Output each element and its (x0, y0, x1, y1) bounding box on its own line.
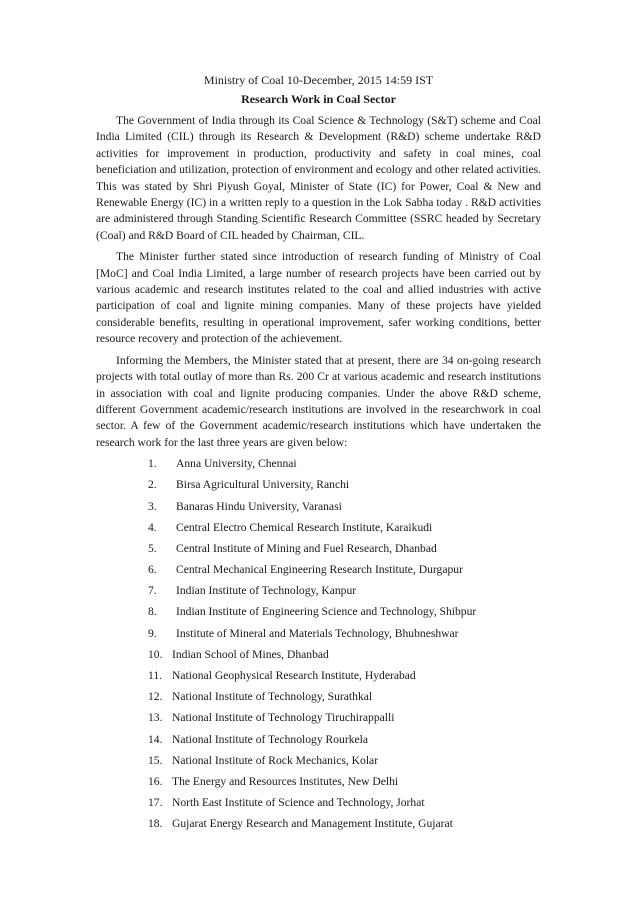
paragraph-2: The Minister further stated since introduction of research funding of Ministry of Coal [MoC] and Coal India Limited, a large number of research projects have been carried out by various academic and research institutes related to the coal and allied industries with active participation of coal and lignite mining companies. Many of these projects have yielded considerable benefits, resulting in operational improvement, safer working conditions, better resource recovery and protection of the achievement. (96, 250, 541, 346)
list-item-name: North East Institute of Science and Technology, Jorhat (172, 796, 425, 810)
list-item-number: 17. (148, 796, 163, 810)
list-item (96, 456, 541, 477)
list-item-name: Central Electro Chemical Research Institute, Karaikudi (176, 520, 433, 534)
list-item-number: 3. (148, 499, 157, 513)
list-item (96, 668, 541, 689)
list-item-name: The Energy and Resources Institutes, New Delhi (172, 774, 399, 788)
list-item-number: 15. (148, 753, 163, 767)
list-item-number: 16. (148, 774, 163, 788)
list-item-number: 4. (148, 520, 157, 534)
list-item-name: National Institute of Technology Rourkela (172, 732, 369, 746)
list-item (96, 647, 541, 668)
paragraph-1: The Government of India through its Coal Science & Technology (S&T) scheme and Coal India Limited (CIL) through its Research & Development (R&D) scheme undertake R&D activities for improvement in production, productivity and safety in coal mines, coal beneficiation and utilization, protection of environment and ecology and other related activities. This was stated by Shri Piyush Goyal, Minister of State (IC) for Power, Coal & New and Renewable Energy (IC) in a written reply to a question in the Lok Sabha today . R&D activities are administered through Standing Scientific Research Committee (SSRC headed by Secretary (Coal) and R&D Board of CIL headed by Chairman, CIL. (96, 114, 541, 242)
list-item-number: 6. (148, 563, 157, 577)
list-item (96, 541, 541, 562)
institution-list (96, 456, 541, 837)
paragraph-3: Informing the Members, the Minister stated that at present, there are 34 on-going research projects with total outlay of more than Rs. 200 Cr at various academic and research institutions in association with coal and lignite producing companies. Under the above R&D scheme, different Government academic/research institutions are involved in the researchwork in coal sector. A few of the Government academic/research institutions which have undertaken the research work for the last three years are given below: (96, 353, 541, 449)
list-item-name: Central Institute of Mining and Fuel Research, Dhanbad (176, 541, 437, 555)
list-item-number: 12. (148, 690, 163, 704)
list-item-name: Institute of Mineral and Materials Technology, Bhubneshwar (176, 626, 459, 640)
list-item (96, 753, 541, 774)
list-item (96, 477, 541, 498)
list-item-name: National Institute of Technology, Surathkal (172, 690, 373, 704)
list-item-number: 14. (148, 732, 163, 746)
list-item-number: 11. (148, 669, 163, 682)
list-item (96, 689, 541, 710)
list-item (96, 626, 541, 647)
list-item-number: 5. (148, 541, 157, 555)
list-item (96, 816, 541, 837)
press-release-header: Ministry of Coal 10-December, 2015 14:59 IST (203, 73, 434, 87)
list-item (96, 499, 541, 520)
list-item-number: 10. (148, 647, 163, 661)
list-item-number: 2. (148, 478, 157, 492)
list-item-name: National Institute of Technology Tiruchirappalli (172, 711, 395, 725)
list-item-number: 13. (148, 711, 163, 725)
list-item-name: Anna University, Chennai (176, 457, 297, 471)
list-item-name: Indian Institute of Engineering Science and Technology, Shibpur (176, 605, 477, 619)
list-item-name: Banaras Hindu University, Varanasi (176, 499, 342, 513)
list-item-name: National Institute of Rock Mechanics, Kolar (172, 753, 379, 767)
list-item-name: Birsa Agricultural University, Ranchi (176, 478, 350, 492)
list-item (96, 795, 541, 816)
list-item-name: National Geophysical Research Institute, Hyderabad (172, 669, 416, 682)
list-item-number: 9. (148, 626, 157, 640)
document-page (96, 72, 541, 838)
list-item-name: Indian School of Mines, Dhanbad (172, 647, 329, 661)
list-item-number: 7. (148, 584, 157, 598)
list-item (96, 520, 541, 541)
document-title: Research Work in Coal Sector (241, 92, 396, 106)
list-item (96, 710, 541, 731)
list-item-name: Indian Institute of Technology, Kanpur (176, 584, 357, 598)
list-item (96, 604, 541, 625)
list-item-number: 1. (148, 457, 157, 471)
list-item (96, 774, 541, 795)
list-item-name: Gujarat Energy Research and Management Institute, Gujarat (172, 817, 453, 831)
list-item (96, 562, 541, 583)
list-item (96, 583, 541, 604)
list-item-number: 18. (148, 817, 163, 831)
list-item (96, 732, 541, 753)
list-item-name: Central Mechanical Engineering Research Institute, Durgapur (176, 563, 463, 577)
list-item-number: 8. (148, 605, 157, 619)
